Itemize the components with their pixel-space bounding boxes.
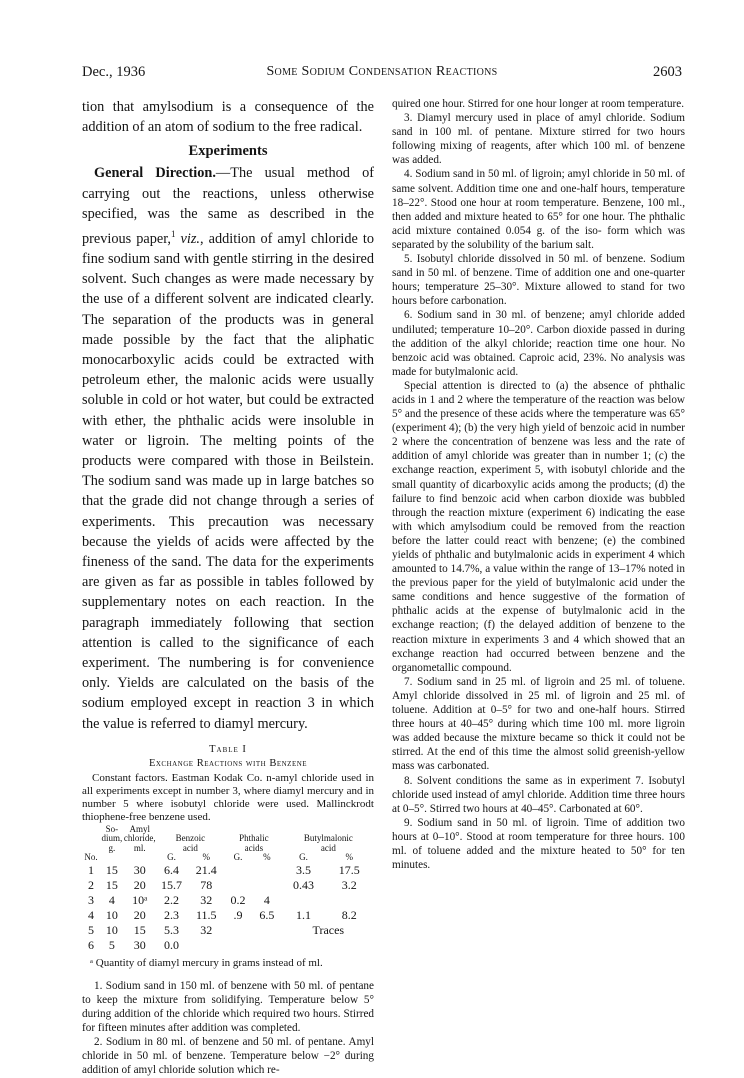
cell-malonic-g: Traces [312, 922, 345, 937]
cell-chloride: 10ᵃ [132, 892, 148, 907]
note-3: 3. Diamyl mercury used in place of amyl chloride. Sodium sand in 100 ml. of pentane. Mixture stirred for two hours following mixing of reagents, after which 100 ml. of benzene was added. [392, 112, 685, 167]
viz-text: viz. [180, 230, 201, 247]
table-row [82, 863, 374, 878]
table-header-row [82, 825, 374, 854]
cell-phthalic-g: 0.2 [230, 892, 246, 907]
cell-benzoic-g: 15.7 [161, 877, 183, 892]
table-title: Exchange Reactions with Benzene [148, 757, 308, 769]
note-7: 7. Sodium sand in 25 ml. of ligroin and 25 ml. of toluene. Amyl chloride dissolved in 25 ml. of ligroin and 25 ml. of toluene. Addition at 0–5° for two and one-half hours. Stirred three hours at 40–45° during which time 100 ml. more ligroin was added because the mixture became so thick it could not be stirred. At the end of this time the almost solid greenish-yellow mass was carbonated. [392, 675, 685, 773]
cell-no: 4 [87, 907, 94, 922]
header-butylmalonic-acid: Butylmalonic acid [303, 833, 353, 853]
cell-sodium: 4 [108, 892, 115, 907]
running-header [82, 64, 682, 84]
note-2: 2. Sodium in 80 ml. of benzene and 50 ml. of pentane. Amyl chloride in 50 ml. of benzene. Temperature below −2° during addition of amyl chloride solution which re- [82, 1036, 374, 1077]
cell-malonic-pct [324, 893, 374, 908]
note-5: 5. Isobutyl chloride dissolved in 50 ml. of benzene. Sodium sand in 50 ml. of benzene. Time of addition one and one-quarter hours; temperature 25–30°. Mixture allowed to stand for two hours before carbonation. [392, 253, 685, 308]
cell-benzoic-g: 5.3 [164, 922, 180, 937]
cell-chloride: 20 [133, 877, 146, 892]
note-8: 8. Solvent conditions the same as in experiment 7. Isobutyl chloride used instead of amyl chloride. Addition time three hours at 0–5°. Stirred two hours at 40–45°. Carbonated at 60°. [392, 774, 685, 815]
cell-malonic-pct [324, 938, 374, 953]
note-4: 4. Sodium sand in 50 ml. of ligroin; amyl chloride in 50 ml. of same solvent. Addition time one and one-half hours, temperature 18–22°. Stood one hour at room temperature. Benzene, 100 ml., then added and mixture heated to 65° for one hour. The phthalic acid mixture contained 0.054 g. of the iso- form which was separated by the solubility of the barium salt. [392, 168, 685, 251]
cell-benzoic-pct: 32 [200, 892, 213, 907]
footnote-ref: 1 [171, 229, 176, 240]
cell-sodium: 5 [108, 937, 115, 952]
header-benzoic-g: G. [167, 852, 176, 863]
header-benzoic-pct: % [202, 852, 211, 863]
cell-benzoic-pct: 11.5 [196, 907, 217, 922]
cell-benzoic-pct: 21.4 [195, 862, 217, 877]
cell-benzoic-pct: 32 [200, 922, 213, 937]
cell-no: 2 [87, 877, 94, 892]
table-footnote: ᵃ Quantity of diamyl mercury in grams instead of ml. [90, 956, 323, 969]
general-direction-title: General Direction. [94, 165, 216, 182]
cell-sodium: 15 [105, 862, 118, 877]
general-text-b: , addition of amyl chloride to fine sodium sand with gentle stirring in the desired solvent. Such changes as were made necessary by the use of a different solvent are indicated clearly. The separation of the products was in general made possible by the fact that the aliphatic monocarboxylic acids could be extracted with petroleum ether, the malonic acids were usually soluble in cold or hot water, but could be extracted with ether, the phthalic acids were insoluble in water or ligroin. The melting points of the products were compared with those in Beilstein. The sodium sand was made up in large batches so that the grade did not change through a series of experiments. This precaution was necessary because the yields of acids were affected by the fineness of the sand. The data for the experiments are given as far as possible in tables followed by supplementary notes on each reaction. In the paragraph immediately following that section attention is called to the significance of each experiment. The numbering is for convenience only. Yields are calculated on the basis of the sodium employed except in reaction 3 in which the value is referred to diamyl mercury. [82, 230, 375, 732]
cell-sodium: 10 [105, 922, 118, 937]
note-6: 6. Sodium sand in 30 ml. of benzene; amyl chloride added undiluted; temperature 10–20°. Carbon dioxide passed in during the addition of the alkyl chloride; reaction time one hour. No benzoic acid was obtained. Caproic acid, 23%. No analysis was made for butylmalonic acid. [392, 309, 685, 378]
cell-benzoic-pct [187, 938, 225, 953]
cell-phthalic-g [225, 938, 251, 953]
header-phthalic-pct: % [263, 852, 271, 863]
cell-no: 6 [87, 937, 94, 952]
cell-malonic-pct: 17.5 [338, 862, 360, 877]
cell-phthalic-g: .9 [233, 907, 243, 922]
cell-no: 3 [87, 892, 94, 907]
cell-phthalic-g [225, 923, 251, 938]
table-subheader-row [82, 853, 374, 863]
right-column [392, 97, 685, 872]
general-text-a: —The usual method of carrying out the reactions, unless otherwise specified, was the same as described in the previous paper, [82, 165, 375, 247]
header-date: Dec., 1936 [82, 64, 146, 80]
cell-phthalic-g [225, 878, 251, 893]
header-title: Some Sodium Condensation Reactions [266, 64, 498, 79]
cell-sodium: 15 [105, 877, 118, 892]
header-butylmalonic-g: G. [299, 852, 308, 863]
cell-malonic-pct: 3.2 [341, 877, 357, 892]
cell-chloride: 20 [133, 907, 146, 922]
table-row [82, 878, 374, 893]
intro-paragraph: tion that amylsodium is a consequence of the addition of an atom of sodium to the free radical. [82, 99, 374, 136]
table-row [82, 893, 374, 908]
cell-phthalic-pct [251, 938, 283, 953]
cell-benzoic-g: 0.0 [164, 937, 180, 952]
header-amyl-chloride: Amyl chloride, ml. [123, 823, 156, 853]
cell-benzoic-g: 2.3 [164, 907, 180, 922]
cell-benzoic-g: 6.4 [164, 862, 180, 877]
note-9: 9. Sodium sand in 50 ml. of ligroin. Time of addition two hours at 0–10°. Stood at room temperature for three hours. 100 ml. of toluene added and the mixture heated to 50° for ten minutes. [392, 816, 685, 872]
cell-no: 1 [87, 862, 94, 877]
cell-phthalic-pct [251, 863, 283, 878]
cell-malonic-g: 3.5 [296, 862, 312, 877]
cell-phthalic-pct [251, 878, 283, 893]
cell-no: 5 [87, 922, 94, 937]
general-direction-paragraph [82, 163, 374, 733]
header-benzoic-acid: Benzoic acid [175, 833, 206, 853]
cell-phthalic-g [225, 863, 251, 878]
cell-malonic-pct: 8.2 [341, 907, 357, 922]
header-sodium: So- dium, g. [101, 823, 123, 853]
header-no: No. [84, 852, 98, 863]
cell-chloride: 30 [133, 937, 146, 952]
cell-benzoic-g: 2.2 [164, 892, 180, 907]
header-butylmalonic-pct: % [345, 852, 353, 863]
table-row [82, 938, 374, 953]
cell-malonic-g [283, 938, 325, 953]
cell-chloride: 30 [133, 862, 146, 877]
cell-malonic-g [283, 893, 325, 908]
cell-phthalic-pct: 4 [263, 892, 270, 907]
table-row [82, 908, 374, 923]
cell-phthalic-pct [251, 923, 283, 938]
note-1: 1. Sodium sand in 150 ml. of benzene with 50 ml. of pentane to keep the mixture from solidifying. Temperature below 5° during addition of the chloride which required two hours. Stirred for fifteen minutes after addition was completed. [82, 979, 374, 1035]
special-attention-paragraph: Special attention is directed to (a) the absence of phthalic acids in 1 and 2 where the temperature of the reaction was below 5° and the presence of these acids where the temperature was 65° (experiment 4); (b) the very high yield of benzoic acid in number 2 where the concentration of benzene was less and the rate of addition of amyl chloride was greater than in number 1; (c) the exchange reaction, experiment 5, with isobutyl chloride and the small quantity of dicarboxylic acids among the products; (d) the failure to find benzoic acid when carbon dioxide was bubbled through the reaction mixture (experiment 6) indicating the ease with which amylsodium could be removed from the reaction before the latter could react with benzene; (e) the combined yields of phthalic and butylmalonic acids in experiment 4 which amounted to 14.7%, a value within the range of 13–17% noted in the previous paper for the yield of butylmalonic acid under the same conditions and hence suggestive of the formation of phthalic acids at the expense of butylmalonic acid in the exchange reaction; (f) the delayed addition of benzene to the reaction mixture in experiments 3 and 4 which showed that an exchange reaction had occurred between benzene and the organometallic compound. [392, 379, 685, 674]
cell-benzoic-pct: 78 [200, 877, 213, 892]
section-heading: Experiments [188, 143, 268, 160]
cell-phthalic-pct: 6.5 [259, 907, 275, 922]
data-table [82, 825, 374, 953]
header-phthalic-acids: Phthalic acids [239, 833, 269, 853]
cell-sodium: 10 [105, 907, 118, 922]
page-number: 2603 [653, 64, 682, 80]
table-label: Table I [209, 743, 247, 755]
cell-malonic-g: 0.43 [293, 877, 315, 892]
header-phthalic-g: G. [233, 852, 243, 863]
note-2-continued: quired one hour. Stirred for one hour longer at room temperature. [392, 98, 685, 110]
cell-malonic-g: 1.1 [296, 907, 312, 922]
left-column [82, 97, 374, 1078]
table-row [82, 923, 374, 938]
table-constants: Constant factors. Eastman Kodak Co. n-amyl chloride used in all experiments except in number 3, where diamyl mercury and in number 5 where isobutyl chloride were used. Mallinckrodt thiophene-free benzene used. [82, 771, 374, 823]
cell-chloride: 15 [133, 922, 146, 937]
